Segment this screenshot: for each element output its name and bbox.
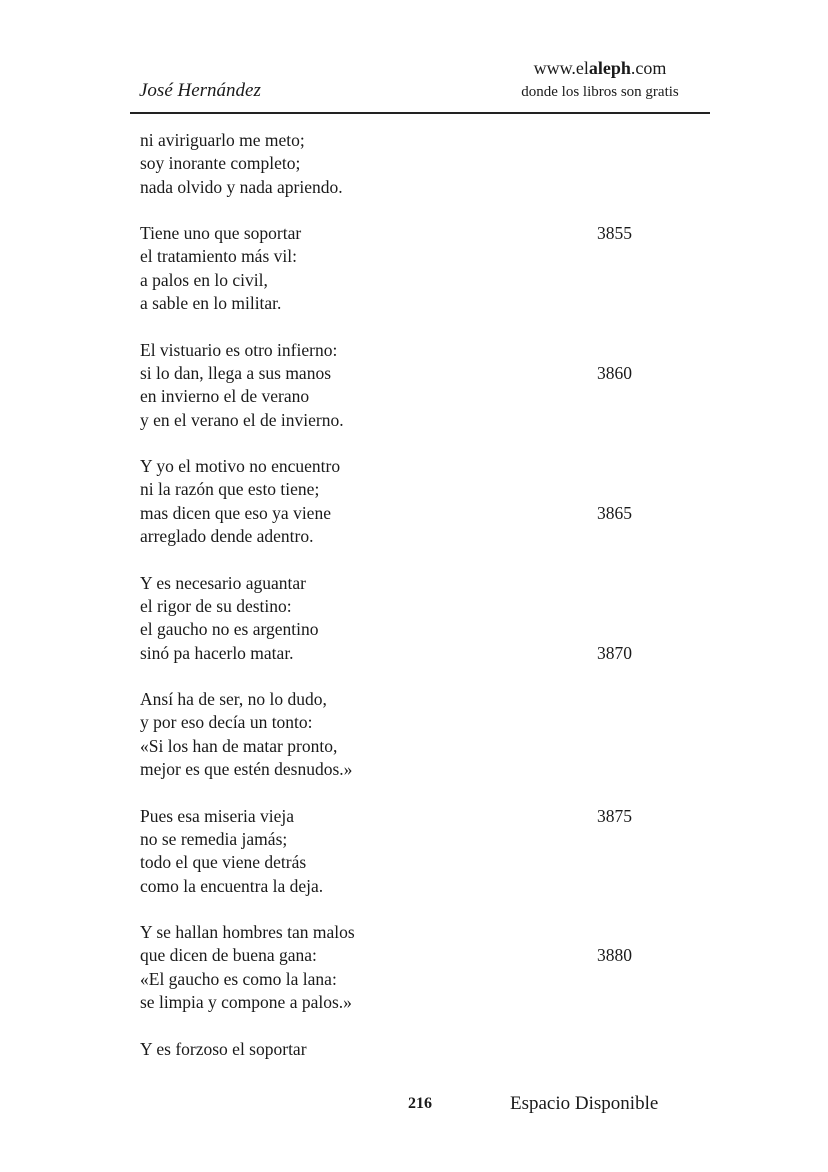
author-name: José Hernández <box>139 80 261 101</box>
verse-text: a palos en lo civil, <box>140 269 268 290</box>
verse-number <box>597 478 657 501</box>
verse-number <box>597 851 657 874</box>
verse-text: Ansí ha de ser, no lo dudo, <box>140 689 327 710</box>
verse-number: 3880 <box>597 945 632 966</box>
verse-line <box>140 944 680 967</box>
verse-text: «El gaucho es como la lana: <box>140 968 337 989</box>
verse-number: 3870 <box>597 642 632 663</box>
stanza <box>140 129 680 199</box>
verse-text: Y yo el motivo no encuentro <box>140 456 341 477</box>
stanza <box>140 1038 680 1061</box>
verse-number: 3865 <box>597 502 632 523</box>
verse-line <box>140 711 680 734</box>
verse-text: todo el que viene detrás <box>140 852 307 873</box>
verse-line <box>140 362 680 385</box>
site-url-suffix: .com <box>630 58 667 78</box>
verse-text: ni la razón que esto tiene; <box>140 479 320 500</box>
stanza <box>140 339 680 432</box>
verse-text: «Si los han de matar pronto, <box>140 735 338 756</box>
verse-number: 3875 <box>597 805 632 826</box>
verse-number <box>597 618 657 641</box>
stanza <box>140 805 680 898</box>
verse-text: y por eso decía un tonto: <box>140 712 313 733</box>
verse-line <box>140 245 680 268</box>
verse-line <box>140 269 680 292</box>
verse-line <box>140 828 680 851</box>
stanza <box>140 572 680 665</box>
verse-text: como la encuentra la deja. <box>140 875 324 896</box>
verse-line <box>140 176 680 199</box>
verse-number <box>597 292 657 315</box>
verse-number <box>597 176 657 199</box>
verse-number <box>597 921 657 944</box>
verse-number <box>597 129 657 152</box>
verse-text: mas dicen que eso ya viene <box>140 502 331 523</box>
verse-text: y en el verano el de invierno. <box>140 409 344 430</box>
verse-number <box>597 688 657 711</box>
verse-number <box>597 968 657 991</box>
verse-line <box>140 339 680 362</box>
verse-line <box>140 129 680 152</box>
verse-text: soy inorante completo; <box>140 153 301 174</box>
site-url-brand: aleph <box>588 58 631 78</box>
stanza <box>140 455 680 548</box>
verse-number <box>597 758 657 781</box>
verse-line <box>140 991 680 1014</box>
stanza <box>140 222 680 315</box>
verse-text: el rigor de su destino: <box>140 595 292 616</box>
verse-number <box>597 385 657 408</box>
verse-text: El vistuario es otro infierno: <box>140 339 338 360</box>
verse-text: arreglado dende adentro. <box>140 526 314 547</box>
verse-text: mejor es que estén desnudos.» <box>140 759 353 780</box>
verse-number <box>597 455 657 478</box>
verse-line <box>140 968 680 991</box>
verse-line <box>140 805 680 828</box>
verse-line <box>140 642 680 665</box>
verse-line <box>140 595 680 618</box>
verse-line <box>140 152 680 175</box>
site-url-prefix: www.el <box>533 58 589 78</box>
verse-line <box>140 292 680 315</box>
verse-number <box>597 1038 657 1061</box>
verse-number: 3860 <box>597 362 632 383</box>
verse-number <box>597 991 657 1014</box>
header-divider <box>130 112 710 114</box>
verse-text: Y se hallan hombres tan malos <box>140 922 355 943</box>
footer-note: Espacio Disponible <box>510 1093 659 1114</box>
verse-line <box>140 478 680 501</box>
site-url[interactable] <box>505 58 695 79</box>
verse-number <box>597 828 657 851</box>
verse-number <box>597 875 657 898</box>
verse-line <box>140 758 680 781</box>
verse-text: Pues esa miseria vieja <box>140 805 295 826</box>
verse-line <box>140 618 680 641</box>
verse-text: el gaucho no es argentino <box>140 619 319 640</box>
verse-line <box>140 409 680 432</box>
page-number: 216 <box>408 1095 432 1112</box>
verse-text: Y es necesario aguantar <box>140 572 307 593</box>
verse-number: 3855 <box>597 223 632 244</box>
verse-line <box>140 455 680 478</box>
verse-text: sinó pa hacerlo matar. <box>140 642 294 663</box>
verse-text: a sable en lo militar. <box>140 293 282 314</box>
verse-line <box>140 875 680 898</box>
verse-number <box>597 572 657 595</box>
verse-line <box>140 921 680 944</box>
verse-line <box>140 502 680 525</box>
verse-number <box>597 525 657 548</box>
verse-number <box>597 269 657 292</box>
stanza <box>140 921 680 1014</box>
verse-text: en invierno el de verano <box>140 386 310 407</box>
verse-line <box>140 851 680 874</box>
verse-number <box>597 152 657 175</box>
verse-number <box>597 409 657 432</box>
verse-line <box>140 688 680 711</box>
verse-line <box>140 385 680 408</box>
poem-body <box>140 129 680 1084</box>
verse-number <box>597 595 657 618</box>
verse-line <box>140 525 680 548</box>
verse-text: Tiene uno que soportar <box>140 223 302 244</box>
verse-text: Y es forzoso el soportar <box>140 1038 307 1059</box>
verse-line <box>140 572 680 595</box>
verse-line <box>140 735 680 758</box>
verse-number <box>597 339 657 362</box>
verse-text: que dicen de buena gana: <box>140 945 317 966</box>
verse-text: se limpia y compone a palos.» <box>140 991 352 1012</box>
site-tagline: donde los libros son gratis <box>521 84 679 100</box>
verse-number <box>597 245 657 268</box>
verse-text: no se remedia jamás; <box>140 828 288 849</box>
verse-number <box>597 711 657 734</box>
stanza <box>140 688 680 781</box>
verse-text: el tratamiento más vil: <box>140 246 297 267</box>
verse-line <box>140 222 680 245</box>
verse-number <box>597 735 657 758</box>
verse-text: ni aviriguarlo me meto; <box>140 130 305 150</box>
verse-line <box>140 1038 680 1061</box>
verse-text: si lo dan, llega a sus manos <box>140 362 332 383</box>
verse-text: nada olvido y nada apriendo. <box>140 176 343 197</box>
